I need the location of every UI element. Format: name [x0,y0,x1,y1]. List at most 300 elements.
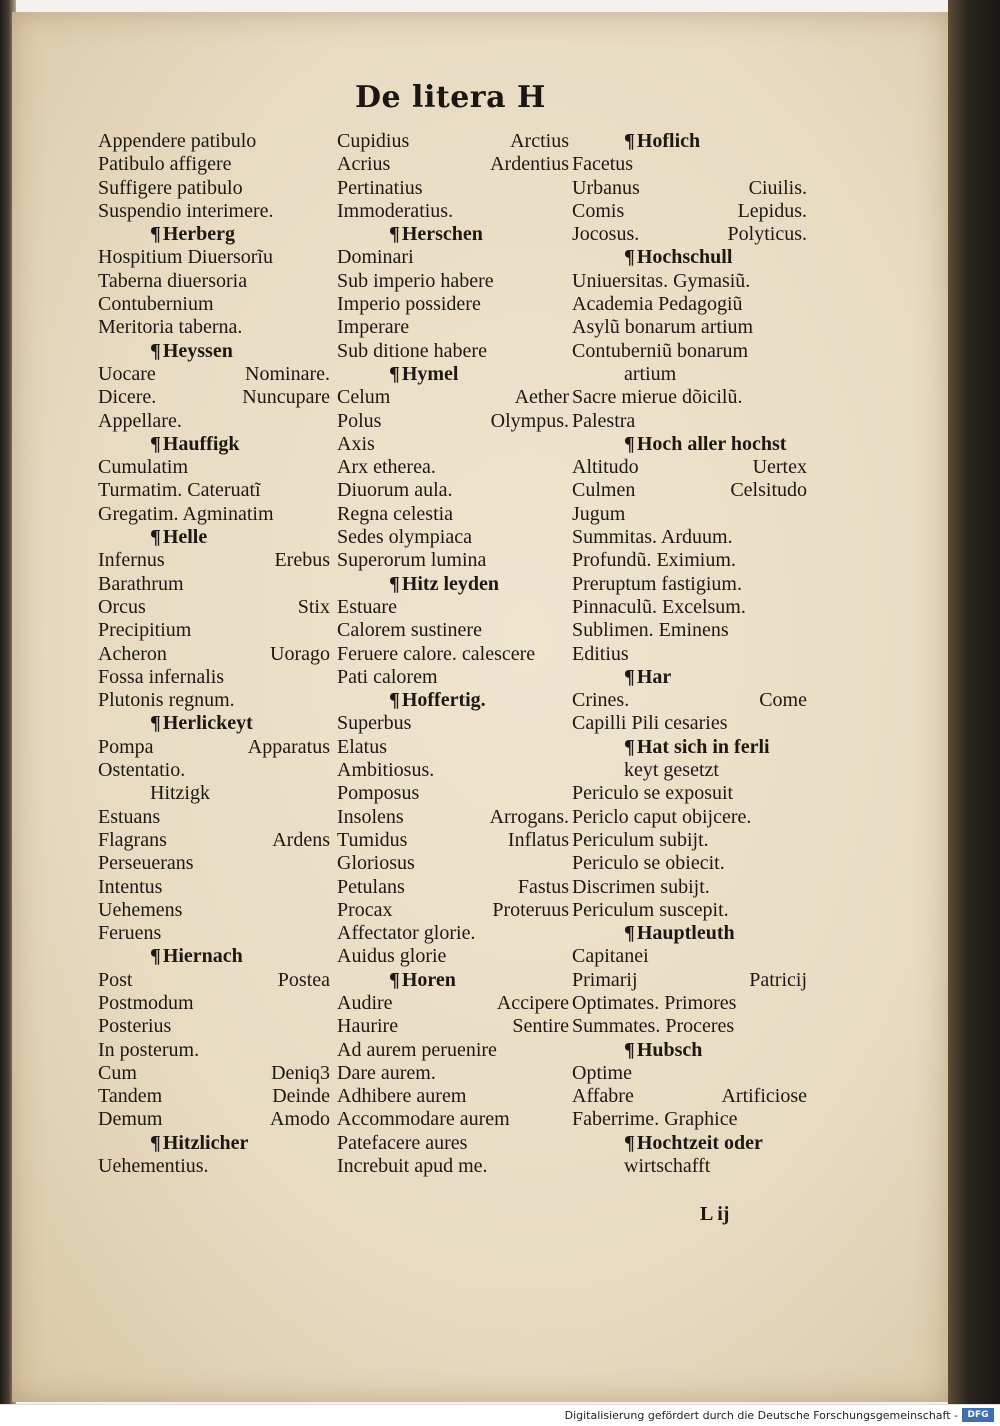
entry-line [337,1108,569,1131]
entry-line [98,806,330,829]
entry-word: Infernus [98,549,165,572]
entry-line [337,479,569,502]
entry-word: Diuorum aula. [337,479,453,502]
entry-line [98,992,330,1015]
entry-line [98,1108,330,1131]
entry-word: Inflatus [507,828,569,851]
section-heading-text: Hitz leyden [401,572,500,595]
entry-word: Polyticus. [727,223,807,246]
entry-line [98,293,330,316]
entry-word: Turmatim. Cateruatĩ [98,479,261,502]
entry-word: Gloriosus [337,852,415,875]
entry-word: Periculo se exposuit [572,782,734,805]
entry-line [337,456,569,479]
section-heading-text: Hoch aller hochst [636,432,787,455]
entry-line [572,549,807,572]
entry-line [98,363,330,386]
entry-line [337,270,569,293]
entry-word: Sacre mierue dõicilũ. [572,386,743,409]
section-heading [572,922,807,945]
entry-line [572,223,807,246]
entry-word: Regna celestia [337,502,454,525]
entry-word: Post [98,968,133,991]
entry-word: Deinde [272,1085,330,1108]
entry-word: Academia Pedagogiũ [572,293,743,316]
section-heading-text: Hauffigk [162,432,240,455]
pilcrow-icon: ¶ [150,432,161,455]
entry-line [572,456,807,479]
entry-word: Hitzigk [150,782,210,805]
pilcrow-icon: ¶ [389,572,400,595]
section-heading-text: Hoffertig. [401,689,486,712]
entry-word: Editius [572,642,629,665]
dfg-logo: DFG [962,1408,994,1422]
entry-word: Periculo se obiecit. [572,852,725,875]
entry-word: Periclo caput obijcere. [572,805,752,828]
entry-line [572,503,807,526]
entry-word: Arctius [510,130,569,152]
entry-line [572,363,807,386]
entry-word: Audire [337,991,393,1014]
entry-word: Proteruus [492,898,569,921]
entry-word: Imperare [337,316,410,339]
entry-word: Patefacere aures [337,1131,468,1154]
entry-line [337,806,569,829]
entry-word: Apparatus [247,735,330,758]
entry-line [98,200,330,223]
entry-line [98,922,330,945]
entry-word: Precipitium [98,619,192,642]
pilcrow-icon: ¶ [624,922,635,945]
entry-line [98,759,330,782]
column-3 [572,130,807,1178]
entry-line [98,1155,330,1178]
section-heading [337,223,569,246]
entry-word: Deniq3 [271,1061,330,1084]
entry-word: Procax [337,898,393,921]
entry-line [98,479,330,502]
section-heading-text: Hubsch [636,1038,703,1061]
entry-line [572,293,807,316]
entry-word: Estuare [337,595,397,618]
entry-line [337,736,569,759]
pilcrow-icon: ¶ [150,1131,161,1154]
entry-line [337,666,569,689]
entry-line [98,153,330,176]
entry-word: keyt gesetzt [624,759,719,782]
entry-line [337,410,569,433]
entry-line [98,1015,330,1038]
entry-word: Polus [337,409,382,432]
entry-word: Sedes olympiaca [337,526,472,549]
entry-word: Intentus [98,875,163,898]
entry-word: Primarij [572,968,638,991]
entry-line [98,316,330,339]
entry-line [98,689,330,712]
section-heading [572,1132,807,1155]
section-heading-text: Hitzlicher [162,1131,249,1154]
entry-line [337,619,569,642]
section-heading [337,363,569,386]
entry-line [98,619,330,642]
entry-word: Affabre [572,1085,634,1108]
pilcrow-icon: ¶ [624,1131,635,1154]
entry-word: Profundũ. Eximium. [572,549,736,572]
entry-word: Arx etherea. [337,456,436,479]
entry-line [98,736,330,759]
entry-word: Arrogans. [489,805,569,828]
entry-word: Barathrum [98,572,184,595]
section-heading [98,1132,330,1155]
entry-word: Hospitium Diuersorĩu [98,246,273,269]
section-heading [572,736,807,759]
entry-line [572,829,807,852]
entry-word: Petulans [337,875,405,898]
entry-line [337,549,569,572]
entry-word: Urbanus [572,176,640,199]
entry-word: Contubernium [98,293,214,316]
entry-line [337,200,569,223]
entry-word: Culmen [572,479,636,502]
funding-credit: Digitalisierung gefördert durch die Deutsche Forschungsgemeinschaft - [564,1409,958,1422]
section-heading [98,945,330,968]
entry-word: Capilli Pili cesaries [572,712,728,735]
entry-word: Uniuersitas. Gymasiũ. [572,269,751,292]
section-heading [98,340,330,363]
entry-word: Olympus. [490,409,569,432]
entry-line [337,316,569,339]
entry-word: Pomposus [337,782,420,805]
entry-word: Facetus [572,153,634,176]
entry-word: Flagrans [98,828,167,851]
entry-word: Ardens [272,828,330,851]
entry-word: Sublimen. Eminens [572,619,729,642]
entry-word: Taberna diuersoria [98,269,248,292]
entry-line [337,643,569,666]
section-heading [98,712,330,735]
entry-word: Lepidus. [737,199,807,222]
entry-word: Acheron [98,642,167,665]
section-heading-text: Heyssen [162,339,233,362]
entry-line [337,177,569,200]
entry-line [98,969,330,992]
entry-word: Appellare. [98,409,182,432]
entry-line [337,1132,569,1155]
entry-line [98,1085,330,1108]
entry-line [337,899,569,922]
entry-word: In posterum. [98,1038,200,1061]
entry-line [572,177,807,200]
entry-line [337,130,569,153]
entry-line [337,503,569,526]
entry-word: Asylũ bonarum artium [572,316,754,339]
entry-line [337,1085,569,1108]
entry-line [572,1015,807,1038]
entry-word: Adhibere aurem [337,1085,467,1108]
entry-line [98,899,330,922]
entry-word: Suffigere patibulo [98,176,243,199]
entry-line [572,876,807,899]
entry-word: Contuberniũ bonarum [572,339,749,362]
entry-word: Tumidus [337,828,408,851]
entry-word: Orcus [98,595,146,618]
entry-line [98,573,330,596]
entry-word: Sub ditione habere [337,339,487,362]
entry-word: Posterius [98,1015,172,1038]
entry-line [98,456,330,479]
entry-word: Fastus [517,875,569,898]
pilcrow-icon: ¶ [389,223,400,246]
entry-word: Uorago [270,642,330,665]
scan-edge-right [948,0,1000,1405]
entry-line [572,1155,807,1178]
entry-word: Acrius [337,153,391,176]
entry-line [98,596,330,619]
entry-word: Altitudo [572,456,639,479]
entry-word: Uehementius. [98,1155,209,1178]
entry-word: Periculum subijt. [572,828,709,851]
entry-line [337,1039,569,1062]
entry-word: Postmodum [98,991,194,1014]
section-heading [572,1039,807,1062]
entry-line [572,340,807,363]
entry-word: Ardentius [490,153,569,176]
entry-word: Superorum lumina [337,549,487,572]
entry-word: Summates. Proceres [572,1015,735,1038]
entry-word: Nuncupare [242,386,330,409]
section-heading-text: Hat sich in ferli [636,735,770,758]
entry-line [337,922,569,945]
entry-word: Imperio possidere [337,293,481,316]
entry-word: Perseuerans [98,852,194,875]
entry-word: Ostentatio. [98,759,186,782]
pilcrow-icon: ¶ [624,432,635,455]
entry-word: Postea [277,968,330,991]
entry-line [337,876,569,899]
entry-word: Gregatim. Agminatim [98,502,274,525]
entry-line [572,200,807,223]
entry-line [98,410,330,433]
entry-word: Stix [297,595,330,618]
entry-word: Plutonis regnum. [98,689,235,712]
entry-word: Cupidius [337,130,410,152]
entry-line [98,503,330,526]
entry-line [98,643,330,666]
entry-line [337,1062,569,1085]
entry-line [98,386,330,409]
entry-line [337,433,569,456]
section-heading-text: Horen [401,968,456,991]
entry-line [572,806,807,829]
pilcrow-icon: ¶ [624,246,635,269]
entry-line [572,596,807,619]
entry-word: Axis [337,432,375,455]
entry-word: Increbuit apud me. [337,1155,488,1178]
section-heading [572,130,807,153]
entry-line [98,876,330,899]
entry-word: Pinnaculũ. Excelsum. [572,595,746,618]
entry-word: Suspendio interimere. [98,199,274,222]
entry-line [572,270,807,293]
entry-word: Uocare [98,362,156,385]
entry-line [98,1062,330,1085]
entry-word: Celum [337,386,391,409]
entry-word: Patibulo affigere [98,153,232,176]
pilcrow-icon: ¶ [624,665,635,688]
entry-word: Appendere patibulo [98,130,257,152]
entry-word: Immoderatius. [337,199,454,222]
entry-word: Accommodare aurem [337,1108,510,1131]
entry-word: Amodo [270,1108,330,1131]
section-heading-text: Hochschull [636,246,733,269]
entry-line [337,386,569,409]
section-heading-text: Hochtzeit oder [636,1131,763,1154]
entry-line [337,992,569,1015]
entry-word: Pati calorem [337,665,438,688]
pilcrow-icon: ¶ [624,1038,635,1061]
entry-word: Comis [572,199,625,222]
entry-word: Ad aurem peruenire [337,1038,497,1061]
section-heading [572,246,807,269]
entry-line [572,759,807,782]
entry-word: Summitas. Arduum. [572,526,733,549]
entry-line [572,573,807,596]
entry-line [98,549,330,572]
entry-word: Aether [514,386,569,409]
section-heading [337,573,569,596]
entry-word: Palestra [572,409,636,432]
entry-line [572,712,807,735]
section-heading-text: Hauptleuth [636,922,735,945]
entry-word: Periculum suscepit. [572,898,729,921]
entry-word: wirtschafft [624,1155,711,1178]
entry-line [572,316,807,339]
entry-line [337,829,569,852]
pilcrow-icon: ¶ [150,526,161,549]
entry-line [337,1015,569,1038]
section-heading [572,666,807,689]
entry-word: Affectator glorie. [337,922,476,945]
section-heading [98,526,330,549]
section-heading [572,433,807,456]
section-heading [337,689,569,712]
entry-word: Calorem sustinere [337,619,482,642]
pilcrow-icon: ¶ [150,339,161,362]
entry-word: Jocosus. [572,223,640,246]
entry-line [98,852,330,875]
entry-line [572,969,807,992]
entry-word: Dominari [337,246,414,269]
pilcrow-icon: ¶ [150,945,161,968]
entry-word: Pertinatius [337,176,423,199]
entry-word: Feruere calore. calescere [337,642,536,665]
entry-line [572,386,807,409]
entry-word: Optime [572,1061,632,1084]
entry-line [337,526,569,549]
section-heading-text: Hymel [401,362,459,385]
entry-line [572,899,807,922]
page-heading: De litera H [355,80,546,115]
entry-word: Optimates. Primores [572,991,737,1014]
entry-word: Nominare. [245,362,330,385]
section-heading-text: Herberg [162,223,235,246]
entry-word: Feruens [98,922,162,945]
entry-line [572,992,807,1015]
entry-word: Cum [98,1061,137,1084]
footer-strip [0,1404,1000,1426]
pilcrow-icon: ¶ [624,130,635,152]
entry-word: Auidus glorie [337,945,447,968]
entry-line [572,852,807,875]
entry-line [337,782,569,805]
entry-word: Dare aurem. [337,1061,436,1084]
entry-line [337,759,569,782]
entry-word: Pompa [98,735,154,758]
entry-word: Artificiose [721,1085,807,1108]
entry-word: Discrimen subijt. [572,875,710,898]
entry-word: Capitanei [572,945,649,968]
entry-word: Tandem [98,1085,163,1108]
entry-word: Jugum [572,502,626,525]
entry-line [572,643,807,666]
section-heading-text: Hoflich [636,130,701,152]
entry-word: Come [759,689,807,712]
entry-line [572,1062,807,1085]
entry-line [337,340,569,363]
entry-line [98,829,330,852]
entry-line [572,1085,807,1108]
pilcrow-icon: ¶ [150,223,161,246]
section-heading-text: Herschen [401,223,483,246]
entry-word: Sub imperio habere [337,269,494,292]
section-heading-text: Helle [162,526,208,549]
column-2 [337,130,569,1178]
entry-line [98,666,330,689]
section-heading [98,223,330,246]
pilcrow-icon: ¶ [624,735,635,758]
entry-word: Ciuilis. [748,176,807,199]
entry-word: Celsitudo [730,479,807,502]
pilcrow-icon: ¶ [389,362,400,385]
entry-word: Patricij [749,968,807,991]
section-heading [337,969,569,992]
entry-line [337,852,569,875]
entry-line [337,246,569,269]
section-heading-text: Herlickeyt [162,712,253,735]
entry-line [572,479,807,502]
entry-line [337,596,569,619]
entry-line [337,293,569,316]
entry-line [98,130,330,153]
pilcrow-icon: ¶ [150,712,161,735]
entry-word: Sentire [512,1015,569,1038]
column-1 [98,130,330,1178]
entry-word: Preruptum fastigium. [572,572,742,595]
entry-word: Elatus [337,735,387,758]
entry-word: Uertex [752,456,807,479]
entry-line [572,689,807,712]
entry-line [572,526,807,549]
entry-word: Uehemens [98,898,183,921]
entry-line [98,1039,330,1062]
section-heading-text: Hiernach [162,945,243,968]
entry-word: Accipere [496,991,569,1014]
entry-word: Estuans [98,805,161,828]
section-heading-text: Har [636,665,672,688]
section-heading [98,433,330,456]
entry-line [98,782,330,805]
entry-word: Haurire [337,1015,399,1038]
